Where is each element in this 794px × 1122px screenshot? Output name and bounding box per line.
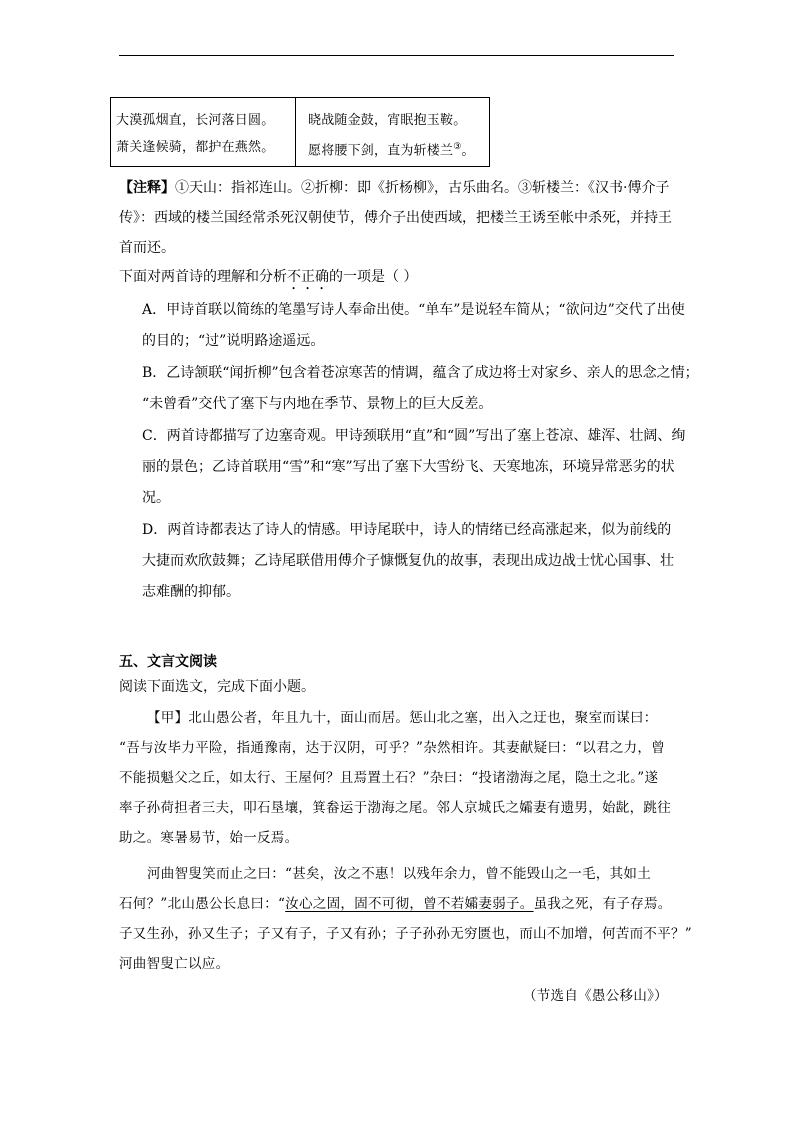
- passage-line: 不能损魁父之丘，如太行、王屋何？且焉置土石？”杂曰：“投诸渤海之尾，隐土之北。”遂: [119, 770, 659, 786]
- section-heading: 五、文言文阅读: [119, 654, 217, 670]
- option-c-line: C．两首诗都描写了边塞奇观。甲诗颈联用“直”和“圆”写出了塞上苍凉、雄浑、壮阔、绚: [142, 428, 686, 444]
- passage-line: 率子孙荷担者三夫，叩石垦壤，箕畚运于渤海之尾。邻人京城氏之孀妻有遗男，始龀，跳往: [119, 800, 671, 816]
- passage-source: （节选自《愚公移山》）: [522, 988, 668, 1004]
- header-rule: [119, 55, 674, 56]
- option-d-line: 大捷而欢欣鼓舞；乙诗尾联借用傅介子慷慨复仇的故事，表现出成边战士忧心国事、壮: [142, 553, 674, 569]
- option-b-line: “未曾看”交代了塞下与内地在季节、景物上的巨大反差。: [142, 396, 493, 412]
- option-a-line: 的目的；“过”说明路途遥远。: [142, 333, 325, 349]
- option-d-line: 志难酬的抑郁。: [142, 584, 240, 600]
- option-a-line: A．甲诗首联以简练的笔墨写诗人奉命出使。“单车”是说轻车简从；“欲问边”交代了出使: [142, 302, 685, 318]
- notes-line: 传》：西域的楼兰国经常杀死汉朝使节，傅介子出使西域，把楼兰王诱至帐中杀死，并持王: [119, 210, 672, 226]
- passage-line: 石何？”北山愚公长息曰：“汝心之固，固不可彻，曾不若孀妻弱子。虽我之死，有子存焉。: [119, 896, 672, 912]
- poem-column-jia: [111, 98, 296, 166]
- option-b-line: B．乙诗颔联“闻折柳”包含着苍凉寒苦的情调，蕴含了成边将士对家乡、亲人的思念之情；: [142, 365, 699, 381]
- section-instruction: 阅读下面选文，完成下面小题。: [119, 679, 315, 695]
- passage-line: “吾与汝毕力平险，指通豫南，达于汉阴，可乎？”杂然相许。其妻献疑曰：“以君之力，曾: [119, 740, 666, 756]
- emphasized-text: 不正确: [287, 269, 329, 285]
- poem-table: [110, 97, 490, 167]
- poem-column-yi: [296, 98, 489, 166]
- notes-line: 【注释】①天山：指祁连山。②折柳：即《折杨柳》，古乐曲名。③斩楼兰：《汉书·傅介子: [119, 180, 670, 196]
- poem-line: 大漠孤烟直，长河落日圆。: [116, 113, 275, 128]
- option-d-line: D．两首诗都表达了诗人的情感。甲诗尾联中，诗人的情绪已经高涨起来，似为前线的: [142, 522, 672, 538]
- question-stem: 下面对两首诗的理解和分析不正确的一项是（ ）: [119, 269, 418, 285]
- footnote-marker: ③: [453, 142, 462, 152]
- passage-line: 助之。寒暑易节，始一反焉。: [119, 830, 299, 846]
- poem-line: 晓战随金鼓，宵眠抱玉鞍。: [308, 113, 467, 128]
- option-c-line: 况。: [142, 490, 170, 506]
- poem-line: 愿将腰下剑，直为斩楼兰③。: [308, 142, 475, 159]
- passage-line: 河曲智叟亡以应。: [119, 956, 230, 972]
- passage-line: 子又生孙，孙又生子；子又有子，子又有孙；子子孙孙无穷匮也，而山不加增，何苦而不平？”: [119, 926, 692, 942]
- notes-line: 首而还。: [119, 240, 175, 256]
- option-c-line: 丽的景色；乙诗首联用“雪”和“寒”写出了塞下大雪纷飞、天寒地冻，环境异常恶劣的状: [142, 459, 675, 475]
- passage-line: 【甲】北山愚公者，年且九十，面山而居。惩山北之塞，出入之迂也，聚室而谋曰：: [147, 710, 658, 726]
- notes-label: 【注释】: [119, 180, 175, 196]
- passage-line: 河曲智叟笑而止之曰：“甚矣，汝之不惠！以残年余力，曾不能毁山之一毛，其如土: [147, 866, 652, 882]
- poem-line: 萧关逢候骑，都护在燕然。: [116, 140, 275, 155]
- underlined-sentence: 汝心之固，固不可彻，曾不若孀妻弱子。: [285, 896, 534, 912]
